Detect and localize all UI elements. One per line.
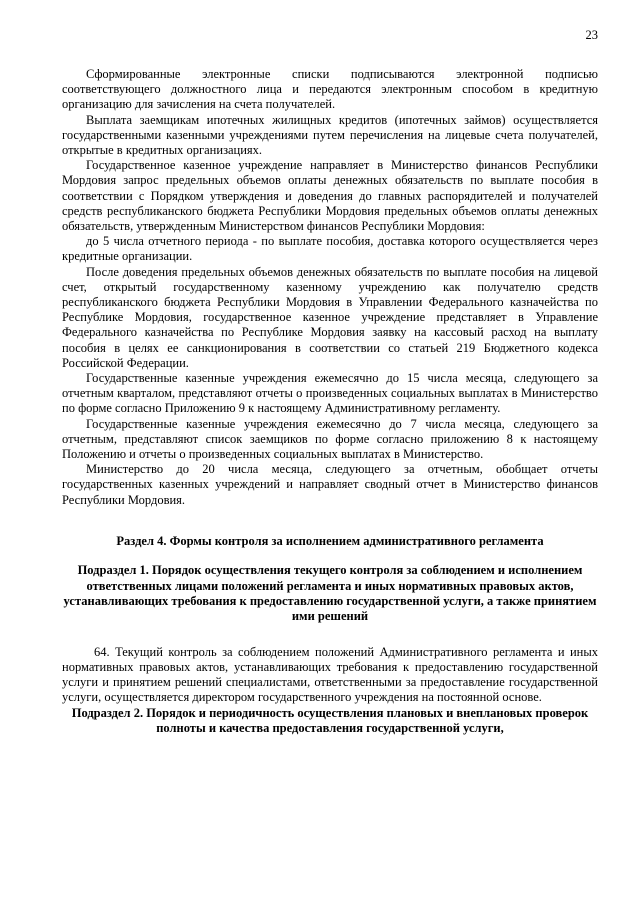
- paragraph-64: 64. Текущий контроль за соблюдением положений Административного регламента и иных нормативных правовых актов, устанавливающих требования к предоставлению государственной услуги и принятием решений специалистами, ответственными за предоставление государственной услуги, осуществляется директором государственного учреждения на постоянной основе.: [62, 644, 598, 705]
- paragraph-signed-lists: Сформированные электронные списки подписываются электронной подписью соответствующего должностного лица и передаются электронным способом в кредитную организацию для зачисления на счета получателей.: [62, 67, 598, 112]
- subsection-1-title: Подраздел 1. Порядок осуществления текущего контроля за соблюдением и исполнением ответственных лицами положений регламента и иных нормативных правовых актов, устанавливающих требования к предоставлению государственной услуги, а также принятием ими решений: [63, 563, 597, 624]
- paragraph-reports-15th: Государственные казенные учреждения ежемесячно до 15 числа месяца, следующего за отчетным кварталом, представляют отчеты о произведенных социальных выплатах в Министерство по форме согласно Приложению 9 к настоящему Административному регламенту.: [62, 371, 598, 416]
- page-content: [62, 67, 598, 736]
- paragraph-payment-borrowers: Выплата заемщикам ипотечных жилищных кредитов (ипотечных займов) осуществляется государственными казенными учреждениями путем перечисления на лицевые счета получателей, открытые в кредитных организациях.: [62, 112, 598, 158]
- paragraph-ministry-20th: Министерство до 20 числа месяца, следующего за отчетным, обобщает отчеты государственных казенных учреждений и направляет сводный отчет в Министерство финансов Республики Мордовия.: [62, 462, 598, 507]
- paragraph-limit-request: Государственное казенное учреждение направляет в Министерство финансов Республики Мордовия запрос предельных объемов оплаты денежных обязательств по выплате пособия в соответствии с Порядком утверждения и доведения до главных распорядителей и получателей средств республиканского бюджета Республики Мордовия предельных объемов оплаты денежных обязательств, утвержденным Министерством финансов Республики Мордовия:: [62, 158, 598, 234]
- section-4-title: Раздел 4. Формы контроля за исполнением административного регламента: [116, 533, 544, 548]
- subsection-2-title: Подраздел 2. Порядок и периодичность осуществления плановых и внеплановых проверок полноты и качества предоставления государственной услуги,: [71, 705, 589, 735]
- paragraph-after-limits: После доведения предельных объемов денежных обязательств по выплате пособия на лицевой счет, открытый государственному казенному учреждению как получателю средств республиканского бюджета Республики Мордовия в Управлении Федерального казначейства по Республике Мордовия, государственное казенное учреждение представляет в Управление Федерального казначейства по Республике Мордовия заявку на кассовый расход на выплату пособия в целях ее санкционирования в соответствии со статьей 219 Бюджетного кодекса Российской Федерации.: [62, 264, 598, 370]
- page-number: 23: [585, 28, 598, 42]
- paragraph-deadline-5th: до 5 числа отчетного периода - по выплате пособия, доставка которого осуществляется через кредитные организации.: [62, 234, 598, 264]
- paragraph-reports-7th: Государственные казенные учреждения ежемесячно до 7 числа месяца, следующего за отчетным, представляют список заемщиков по форме согласно приложению 8 к настоящему Положению и отчеты о произведенных социальных выплатах в Министерство.: [62, 416, 598, 462]
